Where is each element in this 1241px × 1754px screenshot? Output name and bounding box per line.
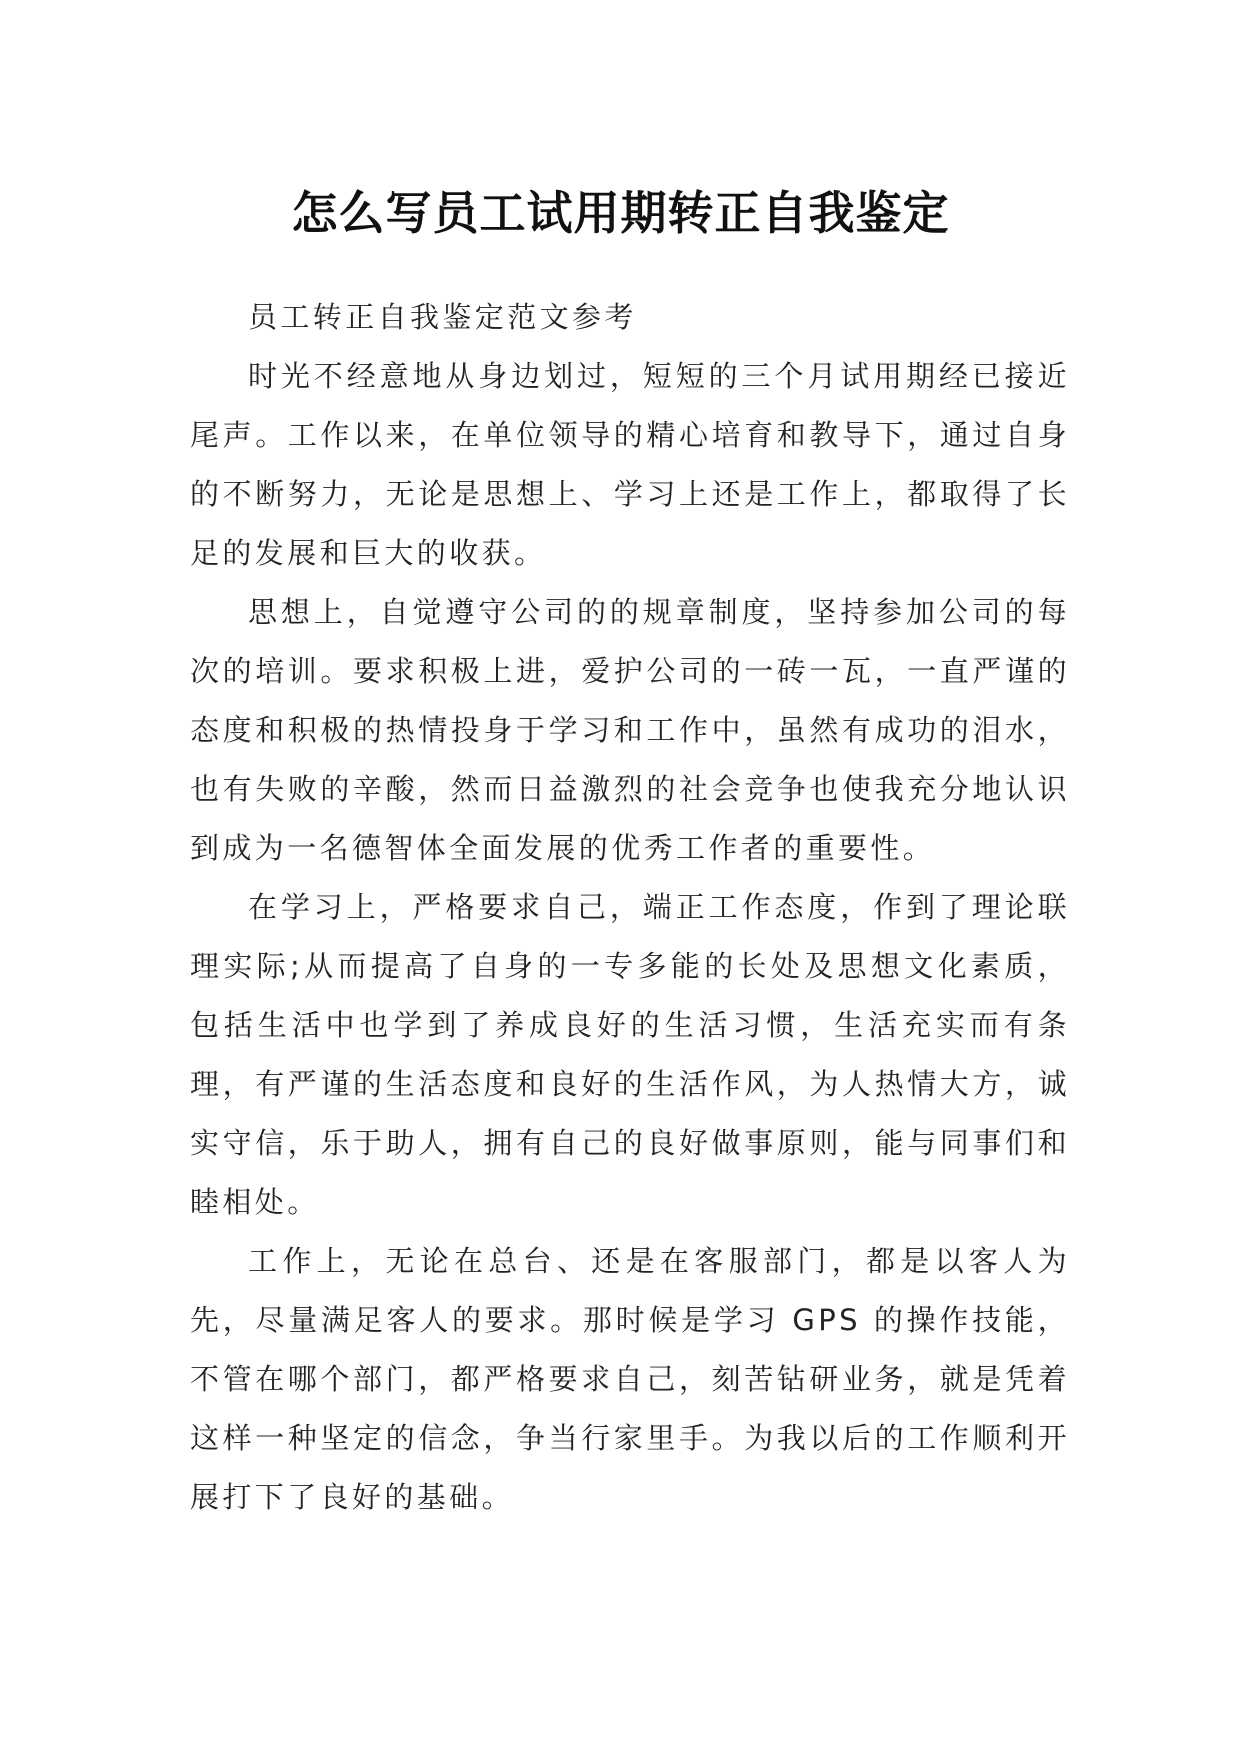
paragraph-subtitle: 员工转正自我鉴定范文参考 <box>248 300 637 334</box>
paragraph-intro: 时光不经意地从身边划过，短短的三个月试用期经已接近尾声。工作以来，在单位领导的精心培育和教导下，通过自身的不断努力，无论是思想上、学习上还是工作上，都取得了长足的发展和巨大的收获。 <box>190 359 1070 570</box>
paragraph-work: 工作上，无论在总台、还是在客服部门，都是以客人为先，尽量满足客人的要求。那时候是学习 GPS 的操作技能，不管在哪个部门，都严格要求自己，刻苦钻研业务，就是凭着这样一种坚定的信念，争当行家里手。为我以后的工作顺利开展打下了良好的基础。 <box>190 1244 1070 1514</box>
document-body <box>190 288 1070 1527</box>
document-title: 怎么写员工试用期转正自我鉴定 <box>291 185 950 240</box>
paragraph-study: 在学习上，严格要求自己，端正工作态度，作到了理论联理实际;从而提高了自身的一专多能的长处及思想文化素质，包括生活中也学到了养成良好的生活习惯，生活充实而有条理，有严谨的生活态度和良好的生活作风，为人热情大方，诚实守信，乐于助人，拥有自己的良好做事原则，能与同事们和睦相处。 <box>190 890 1070 1219</box>
paragraph-thought: 思想上，自觉遵守公司的的规章制度，坚持参加公司的每次的培训。要求积极上进，爱护公司的一砖一瓦，一直严谨的态度和积极的热情投身于学习和工作中，虽然有成功的泪水，也有失败的辛酸，然而日益激烈的社会竞争也使我充分地认识到成为一名德智体全面发展的优秀工作者的重要性。 <box>190 595 1070 865</box>
